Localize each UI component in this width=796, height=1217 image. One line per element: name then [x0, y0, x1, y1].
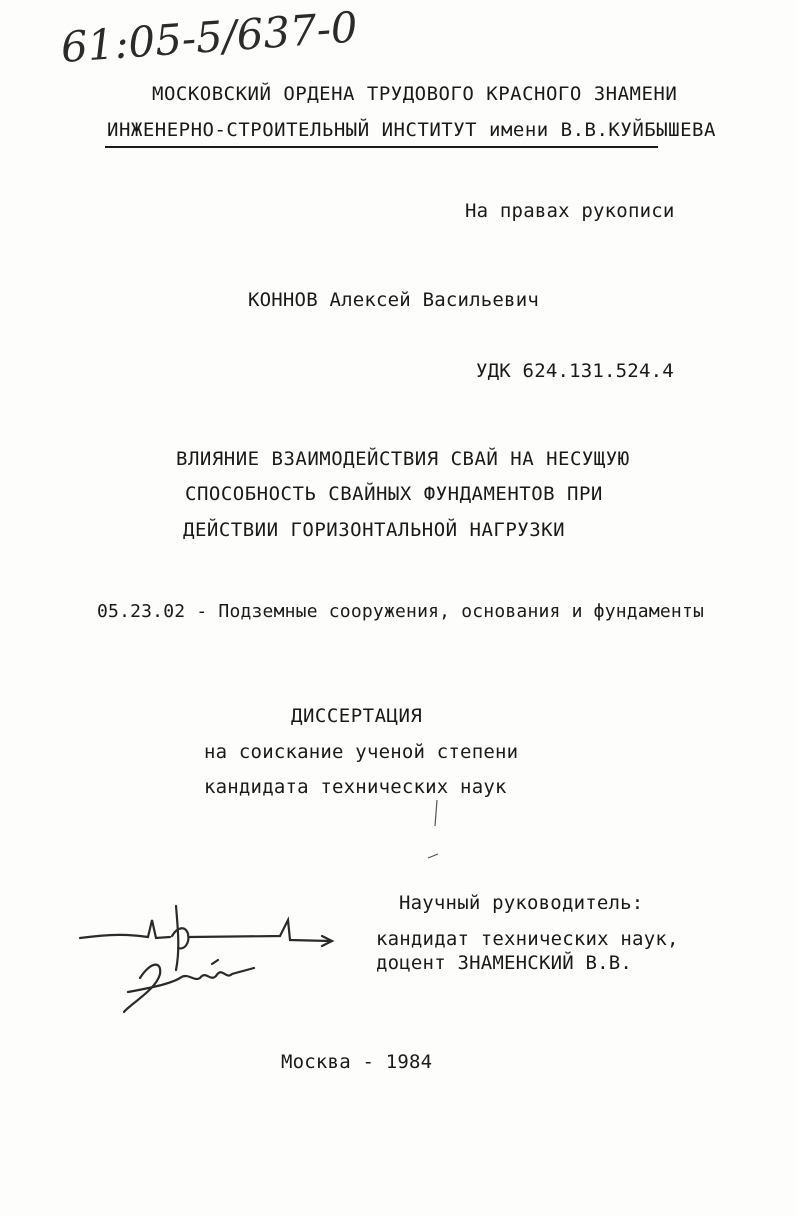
- title-line-3: ДЕЙСТВИИ ГОРИЗОНТАЛЬНОЙ НАГРУЗКИ: [183, 519, 566, 541]
- dissertation-line-2: кандидата технических наук: [204, 776, 507, 798]
- udc-code: УДК 624.131.524.4: [476, 360, 674, 382]
- pencil-marks: [428, 800, 438, 858]
- supervisor-label: Научный руководитель:: [399, 892, 644, 914]
- institute-line-2: ИНЖЕНЕРНО-СТРОИТЕЛЬНЫЙ ИНСТИТУТ имени В.В.КУЙБЫШЕВА: [107, 119, 716, 141]
- specialty-code: 05.23.02 - Подземные сооружения, основания и фундаменты: [97, 601, 705, 622]
- institute-line-1: МОСКОВСКИЙ ОРДЕНА ТРУДОВОГО КРАСНОГО ЗНАМЕНИ: [152, 83, 678, 105]
- manuscript-rights: На правах рукописи: [465, 200, 675, 222]
- title-line-1: ВЛИЯНИЕ ВЗАИМОДЕЙСТВИЯ СВАЙ НА НЕСУЩУЮ: [176, 448, 630, 470]
- supervisor-name: доцент ЗНАМЕНСКИЙ В.В.: [376, 952, 633, 974]
- signature: [80, 906, 332, 1012]
- supervisor-degree: кандидат технических наук,: [376, 928, 679, 950]
- archive-mark: 61:05-5/637-0: [59, 2, 360, 72]
- dissertation-line-1: на соискание ученой степени: [204, 741, 519, 763]
- dissertation-heading: ДИССЕРТАЦИЯ: [291, 705, 423, 727]
- author-name: КОННОВ Алексей Васильевич: [248, 289, 539, 311]
- header-rule: [105, 146, 658, 148]
- city-year: Москва - 1984: [281, 1051, 433, 1073]
- title-line-2: СПОСОБНОСТЬ СВАЙНЫХ ФУНДАМЕНТОВ ПРИ: [185, 483, 603, 505]
